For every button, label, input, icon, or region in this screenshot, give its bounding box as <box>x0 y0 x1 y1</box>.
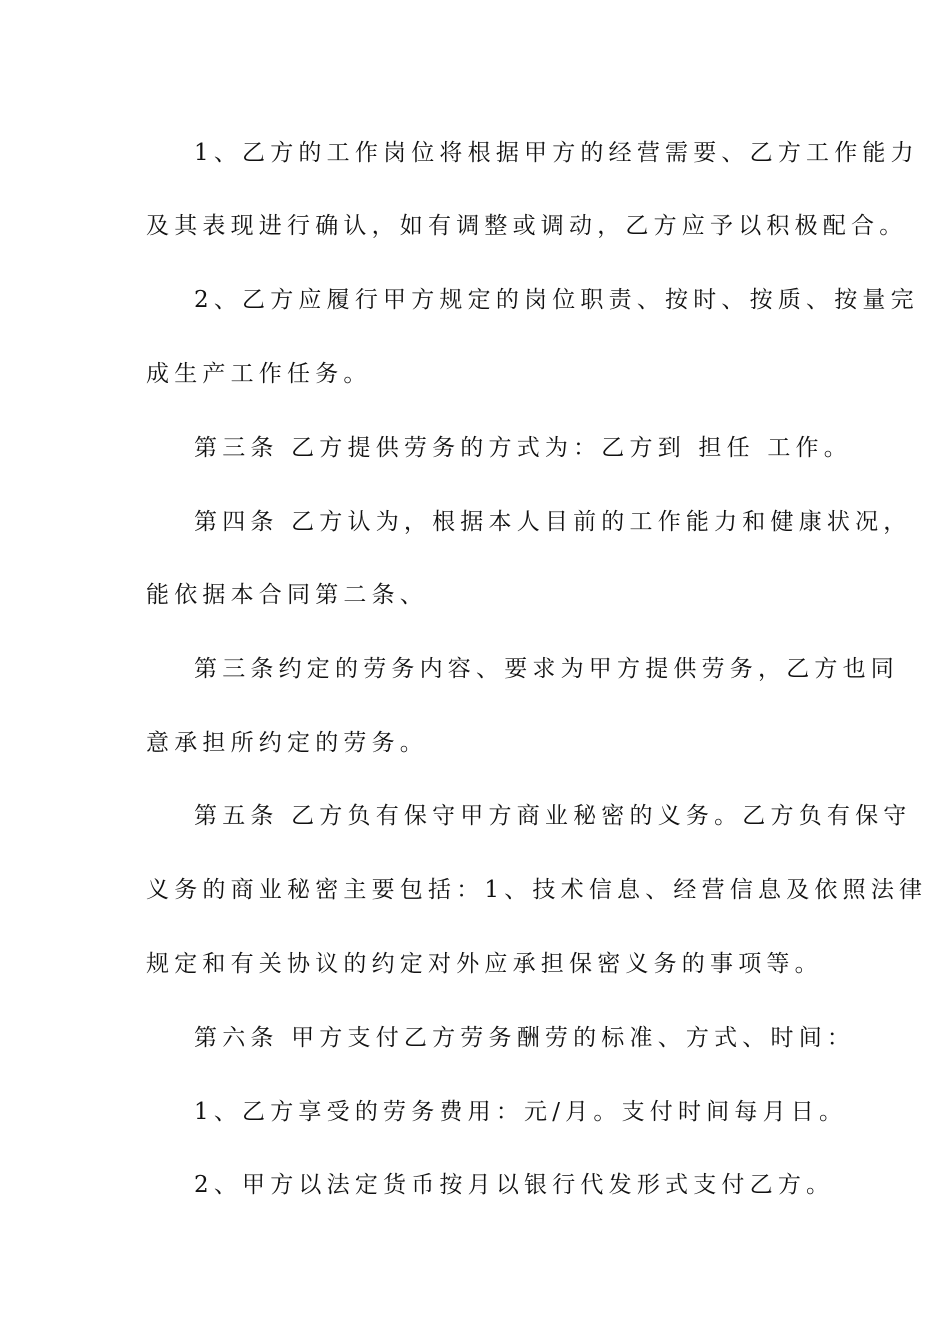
text-line: 规定和有关协议的约定对外应承担保密义务的事项等。 <box>146 951 823 977</box>
text-line: 1、乙方的工作岗位将根据甲方的经营需要、乙方工作能力 <box>194 140 919 166</box>
text-line: 意承担所约定的劳务。 <box>146 730 428 756</box>
text-line: 第三条约定的劳务内容、要求为甲方提供劳务，乙方也同 <box>194 656 899 682</box>
text-line: 及其表现进行确认，如有调整或调动，乙方应予以积极配合。 <box>146 213 908 239</box>
text-line: 2、乙方应履行甲方规定的岗位职责、按时、按质、按量完 <box>194 287 919 313</box>
text-line: 成生产工作任务。 <box>146 361 372 387</box>
text-line: 能依据本合同第二条、 <box>146 582 428 608</box>
text-line: 义务的商业秘密主要包括：1、技术信息、经营信息及依照法律 <box>146 877 928 903</box>
text-line: 1、乙方享受的劳务费用：元/月。支付时间每月日。 <box>194 1099 848 1125</box>
text-line: 第三条 乙方提供劳务的方式为：乙方到 担任 工作。 <box>194 435 852 461</box>
text-line: 第六条 甲方支付乙方劳务酬劳的标准、方式、时间： <box>194 1025 856 1051</box>
text-line: 2、甲方以法定货币按月以银行代发形式支付乙方。 <box>194 1172 835 1198</box>
text-line: 第五条 乙方负有保守甲方商业秘密的义务。乙方负有保守 <box>194 803 912 829</box>
text-line: 第四条 乙方认为，根据本人目前的工作能力和健康状况， <box>194 509 912 535</box>
